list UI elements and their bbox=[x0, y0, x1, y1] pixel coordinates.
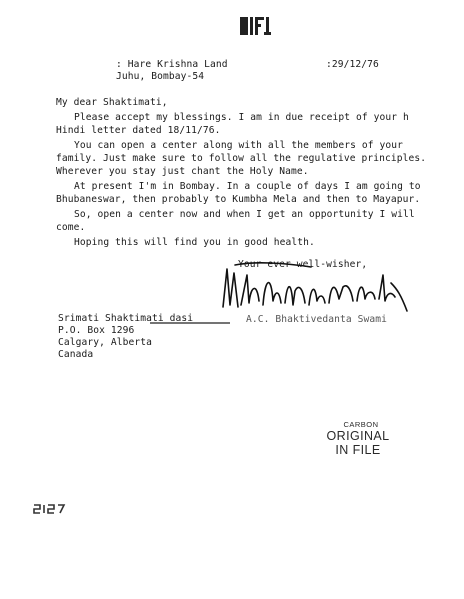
stamp-in-file-text: IN FILE bbox=[335, 443, 381, 457]
body-line: So, open a center now and when I get an opportunity I will bbox=[74, 209, 415, 220]
typed-signature: A.C. Bhaktivedanta Swami bbox=[246, 314, 388, 325]
body-line: come. bbox=[56, 222, 86, 233]
body-line: family. Just make sure to follow all the regulative principles. bbox=[56, 153, 427, 164]
body-line: At present I'm in Bombay. In a couple of days I am going to bbox=[74, 181, 421, 192]
stamp-original-text: ORIGINAL bbox=[326, 429, 390, 443]
body-line: Bhubaneswar, then probably to Kumbha Mela and then to Mayapur. bbox=[56, 194, 421, 205]
salutation: My dear Shaktimati, bbox=[56, 97, 168, 108]
recipient-name: Srimati Shaktimati dasi bbox=[58, 313, 194, 324]
body-line: You can open a center along with all the members of your bbox=[74, 140, 404, 151]
file-stamp-mark bbox=[238, 14, 272, 38]
carbon-original-stamp bbox=[323, 420, 393, 457]
sender-address-line2: Juhu, Bombay-54 bbox=[116, 71, 205, 82]
recipient-city: Calgary, Alberta bbox=[58, 337, 153, 348]
recipient-country: Canada bbox=[58, 349, 94, 360]
body-line: Wherever you stay just chant the Holy Name. bbox=[56, 166, 309, 177]
recipient-pobox: P.O. Box 1296 bbox=[58, 325, 135, 336]
footer-file-mark bbox=[32, 502, 68, 516]
body-line: Please accept my blessings. I am in due receipt of your h bbox=[74, 112, 409, 123]
body-line: Hoping this will find you in good health. bbox=[74, 237, 315, 248]
body-line: Hindi letter dated 18/11/76. bbox=[56, 125, 221, 136]
letter-date: :29/12/76 bbox=[326, 59, 379, 70]
stamp-carbon-text: CARBON bbox=[343, 420, 379, 429]
sender-address-line1: : Hare Krishna Land bbox=[116, 59, 228, 70]
closing: Your ever well-wisher, bbox=[238, 259, 368, 270]
